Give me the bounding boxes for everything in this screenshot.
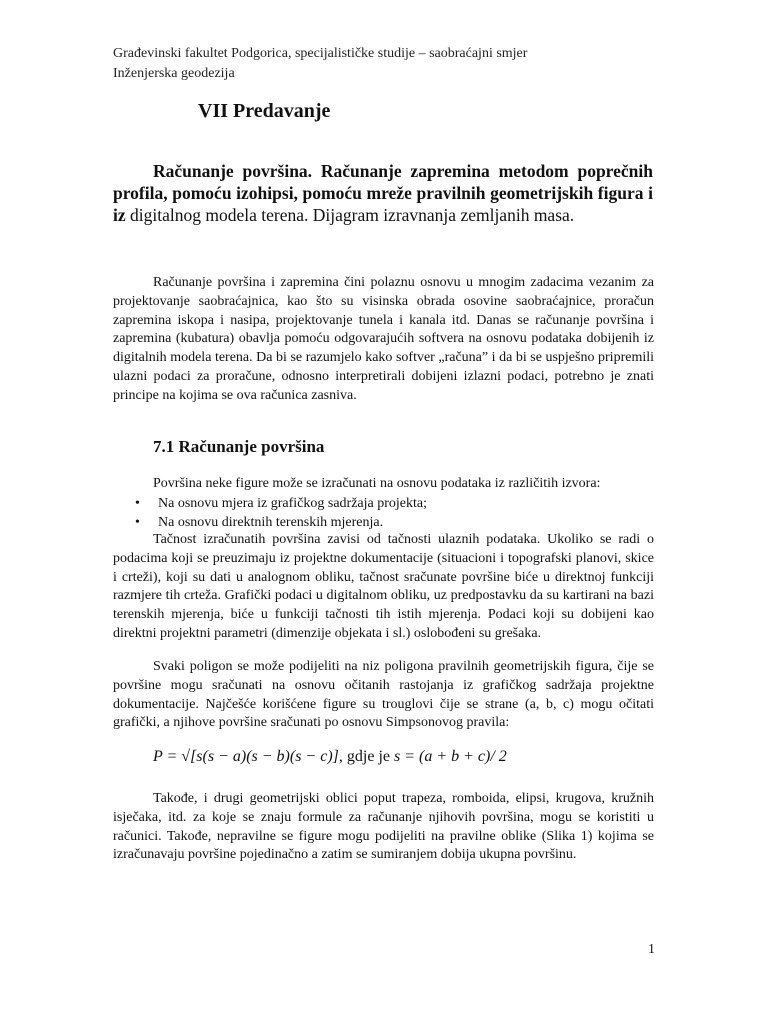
topic-bold-text: Računanje površina. Računanje zapremina metodom poprečnih profila, pomoću izohipsi, pomoću mreže pravilnih geometrijskih figura i iz (113, 161, 653, 225)
heron-formula (153, 744, 507, 770)
lecture-title: VII Predavanje (198, 100, 331, 122)
section-heading: 7.1 Računanje površina (153, 437, 325, 456)
topic-regular-text: digitalnog modela terena. Dijagram izravnanja zemljanih masa. (125, 205, 575, 225)
list-item (113, 494, 427, 513)
other-shapes-paragraph: Takođe, i drugi geometrijski oblici poput trapeza, romboida, elipsi, krugova, kružnih isječaka, itd. za koje se znaju formule za računanje njihovih površina, mogu se koristiti u računici. Takođe, nepravilne se figure mogu podijeliti na pravilne oblike (Slika 1) kojima se izračunavaju površine pojedinačno a zatim se sumiranjem dobija ukupna površinu. (113, 791, 654, 863)
page-number: 1 (648, 942, 655, 957)
formula-area: P = √[s(s − a)(s − b)(s − c)] (153, 748, 339, 765)
accuracy-paragraph: Tačnost izračunatih površina zavisi od tačnosti ulaznih podataka. Ukoliko se radi o podacima koji se preuzimaju iz projektne dokumentacije (situacioni i topografski planovi, skice i crteži), koji su dati u analognom obliku, tačnost sračunate površine biće u direktnoj funkciji razmjere tih crteža. Grafički podaci u digitalnom obliku, uz predpostavku da su kartirani na bazi terenskih mjerenja, biće u funkciji tačnosti tih istih mjerenja. Podaci koji su dobijeni kao direktni projektni parametri (dimenzije objekata i sl.) oslobođeni su grešaka. (113, 532, 654, 641)
source-list (113, 494, 427, 532)
header-institution: Građevinski fakultet Podgorica, specijalističke studije – saobraćajni smjer (113, 46, 528, 61)
polygon-paragraph: Svaki poligon se može podijeliti na niz poligona pravilnih geometrijskih figura, čije se površine mogu sračunati na osnovu očitanih rastojanja iz grafičkog sadržaja projektne dokumentacije. Najčešće korišćene figure su trouglovi čije se strane (a, b, c) mogu očitati grafički, a njihove površine sračunati po osnovu Simpsonovog pravila: (113, 659, 654, 731)
lecture-topic (113, 160, 653, 226)
formula-semiperimeter: s = (a + b + c)/ 2 (393, 748, 507, 765)
header-course: Inženjerska geodezija (113, 66, 235, 81)
document-header (113, 44, 527, 84)
list-item-text: Na osnovu mjera iz grafičkog sadržaja projekta; (158, 496, 428, 511)
formula-join: , gdje je (338, 748, 394, 765)
intro-paragraph: Računanje površina i zapremina čini polaznu osnovu u mnogim zadacima vezanim za projektovanje saobraćajnica, kao što su visinska obrada osovine saobraćajnice, proračun zapremina iskopa i nasipa, projektovanje tunela i kanala itd. Danas se računanje površina i zapremina (kubatura) obavlja pomoću odgovarajućih softvera na osnovu podataka dobijenih iz digitalnih modela terena. Da bi se razumjelo kako softver „računa” i da bi se uspješno pripremili ulazni podaci za proračune, odnosno interpretirali dobijeni izlazni podaci, potrebno je znati principe na kojima se ova računica zasniva. (113, 275, 654, 403)
bullet-icon: • (135, 496, 140, 511)
section-intro: Površina neke figure može se izračunati na osnovu podataka iz različitih izvora: (153, 476, 601, 491)
list-item-text: Na osnovu direktnih terenskih mjerenja. (158, 515, 384, 530)
list-item (113, 513, 427, 532)
bullet-icon: • (135, 515, 140, 530)
